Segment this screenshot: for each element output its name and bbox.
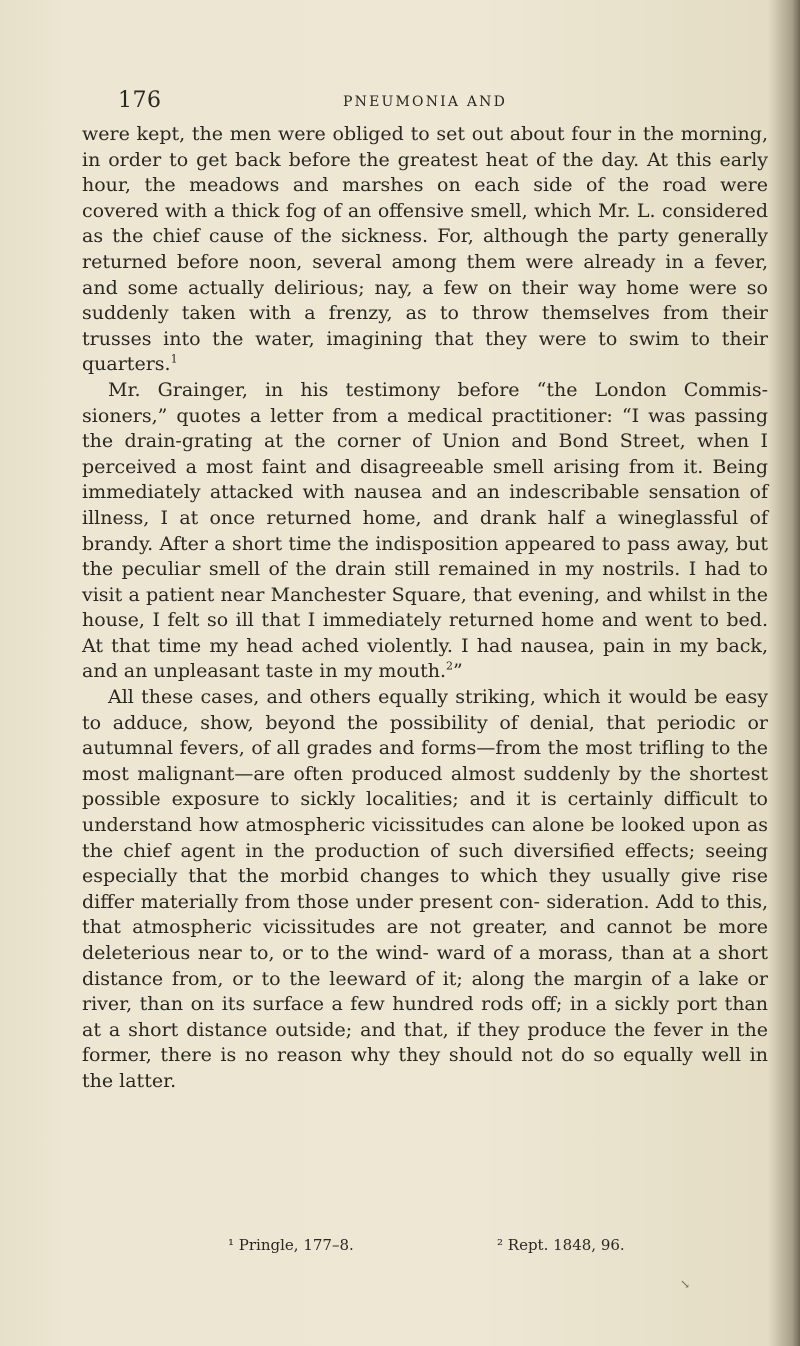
footnotes (0, 1236, 800, 1260)
paragraph-3-text: All these cases, and others equally striking, which it would be easy to adduce, show, beyond the possibility of denial, that periodic or autumnal fevers, of all grades and forms—from the most trifling to the most malignant—are often produced almost suddenly by the shortest possible exposure to sickly localities; and it is certainly difficult to understand how atmospheric vicissitudes can alone be looked upon as the chief agent in the production of such diversified effects; seeing especially that the morbid changes to which they usually give rise differ materially from those under present con- sideration. Add to this, that atmospheric vicissitudes are not greater, and cannot be more deleterious near to, or to the wind- ward of a morass, than at a short distance from, or to the leeward of it; along the margin of a lake or river, than on its surface a few hundred rods off; in a sickly port than at a short distance outside; and that, if they produce the fever in the former, there is no reason why they should not do so equally well in the latter. (82, 686, 768, 1092)
paragraph-1-text: were kept, the men were obliged to set out about four in the morning, in order to get back before the greatest heat of the day. At this early hour, the meadows and marshes on each side of the road were covered with a thick fog of an offensive smell, which Mr. L. considered as the chief cause of the sickness. For, although the party generally returned before noon, several among them were already in a fever, and some actually delirious; nay, a few on their way home were so suddenly taken with a frenzy, as to throw themselves from their trusses into the water, imagining that they were to swim to their quarters. (82, 123, 768, 376)
page-header (118, 88, 768, 118)
running-head: PNEUMONIA AND (343, 94, 508, 110)
body-text (82, 122, 768, 1095)
footnote-ref-1: 1 (170, 353, 178, 367)
paragraph-2-text: Mr. Grainger, in his testimony before “the London Commis- sioners,” quotes a letter from a medical practitioner: “I was passing the drain-grating at the corner of Union and Bond Street, when I perceived a most faint and disagreeable smell arising from it. Being immediately attacked with nausea and an indescribable sensation of illness, I at once returned home, and drank half a wineglassful of brandy. After a short time the indisposition appeared to pass away, but the peculiar smell of the drain still remained in my nostrils. I had to visit a patient near Manchester Square, that evening, and whilst in the house, I felt so ill that I immediately returned home and went to bed. At that time my head ached violently. I had nausea, pain in my back, and an unpleasant taste in my mouth. (82, 378, 768, 683)
footnote-ref-2: 2 (446, 660, 454, 674)
footnote-2: ² Rept. 1848, 96. (497, 1236, 625, 1254)
paragraph-1 (82, 122, 768, 378)
footnote-1: ¹ Pringle, 177–8. (228, 1236, 354, 1254)
stray-mark: ↘ (680, 1277, 691, 1291)
paragraph-2 (82, 378, 768, 685)
closing-quote: ” (453, 660, 463, 683)
paragraph-3 (82, 685, 768, 1095)
page-number: 176 (118, 88, 162, 113)
